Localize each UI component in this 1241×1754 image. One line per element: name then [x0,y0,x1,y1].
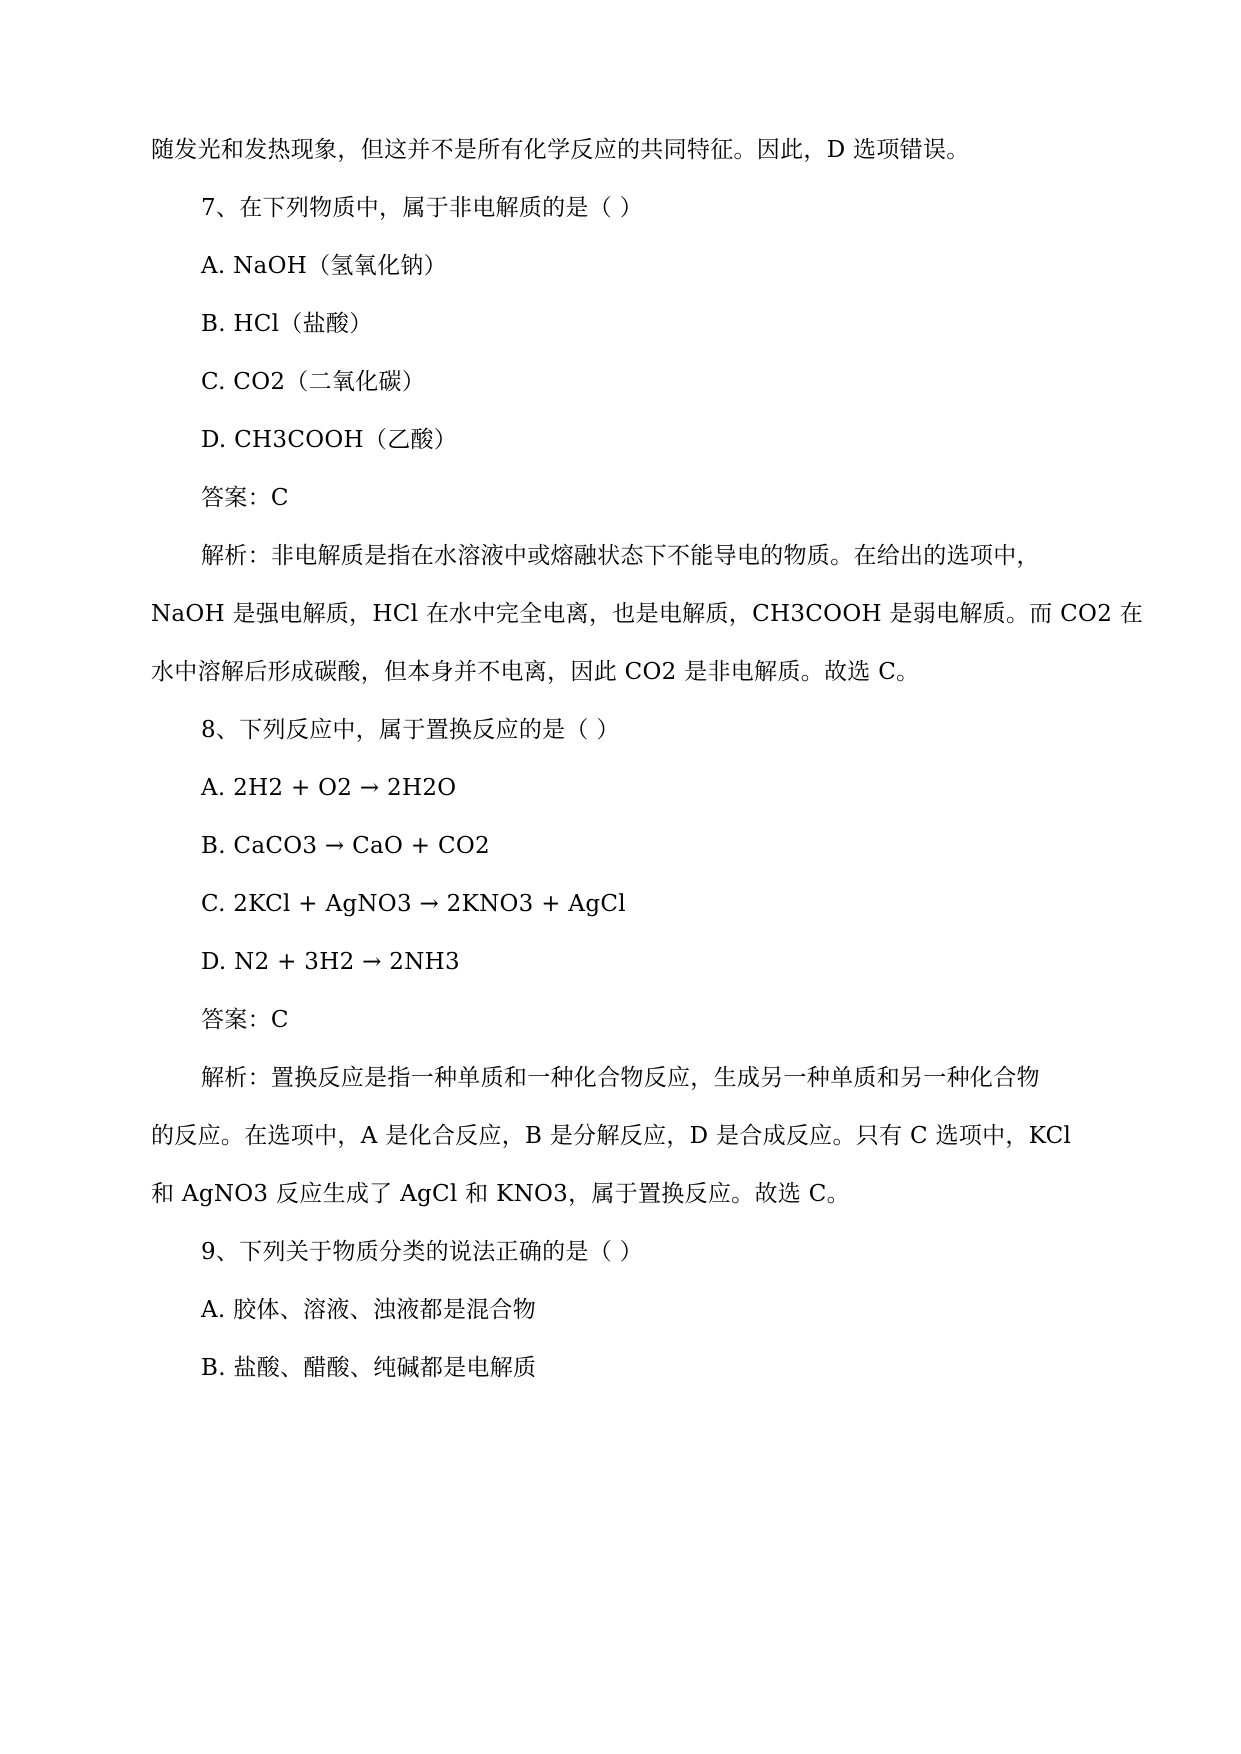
q7-option-a: A. NaOH（氢氧化钠） [201,253,447,279]
q7-option-c: C. CO2（二氧化碳） [201,369,426,395]
q6-analysis-tail: 随发光和发热现象，但这并不是所有化学反应的共同特征。因此，D 选项错误。 [151,137,970,163]
q7-stem: 7、在下列物质中，属于非电解质的是（ ） [201,195,643,221]
q8-stem: 8、下列反应中，属于置换反应的是（ ） [201,717,620,743]
q7-option-b: B. HCl（盐酸） [201,311,373,337]
q8-analysis-line-2: 的反应。在选项中，A 是化合反应，B 是分解反应，D 是合成反应。只有 C 选项中，KCl [151,1123,1072,1149]
q8-option-c: C. 2KCl + AgNO3 → 2KNO3 + AgCl [201,891,626,917]
q9-option-a: A. 胶体、溶液、浊液都是混合物 [201,1297,537,1323]
q7-answer: 答案：C [201,485,289,511]
q7-analysis-line-3: 水中溶解后形成碳酸，但本身并不电离，因此 CO2 是非电解质。故选 C。 [151,659,920,685]
q8-option-d: D. N2 + 3H2 → 2NH3 [201,949,460,975]
q8-analysis-line-1: 解析：置换反应是指一种单质和一种化合物反应，生成另一种单质和另一种化合物 [201,1065,1040,1091]
q9-option-b: B. 盐酸、醋酸、纯碱都是电解质 [201,1355,537,1381]
q7-analysis-line-2: NaOH 是强电解质，HCl 在水中完全电离，也是电解质，CH3COOH 是弱电解质。而 CO2 在 [151,601,1144,627]
q8-analysis-line-3: 和 AgNO3 反应生成了 AgCl 和 KNO3，属于置换反应。故选 C。 [151,1181,850,1207]
q8-answer: 答案：C [201,1007,289,1033]
q7-option-d: D. CH3COOH（乙酸） [201,427,458,453]
q7-analysis-line-1: 解析：非电解质是指在水溶液中或熔融状态下不能导电的物质。在给出的选项中， [201,543,1040,569]
q9-stem: 9、下列关于物质分类的说法正确的是（ ） [201,1239,643,1265]
q8-option-b: B. CaCO3 → CaO + CO2 [201,833,490,859]
q8-option-a: A. 2H2 + O2 → 2H2O [201,775,457,801]
